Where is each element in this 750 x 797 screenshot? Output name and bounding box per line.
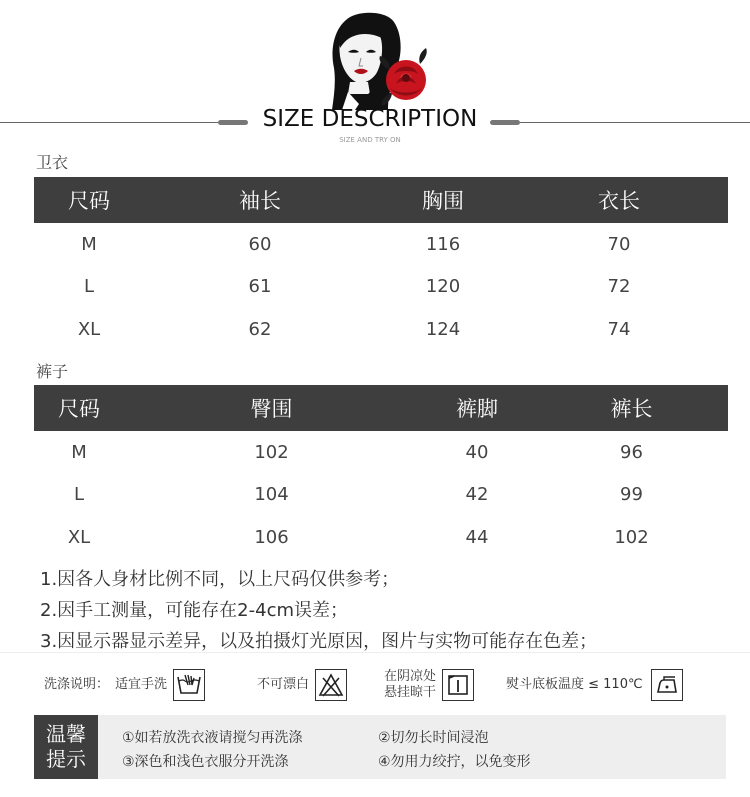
no-bleach-icon [315, 669, 347, 701]
hang-dry-label-line2: 悬挂晾干 [384, 685, 437, 700]
table-cell: XL [77, 318, 101, 340]
column-header: 裤脚 [419, 385, 535, 431]
tips-panel [34, 715, 726, 779]
table-cell: L [73, 484, 85, 506]
header [0, 0, 750, 150]
table-cell: 61 [248, 276, 272, 298]
table-cell: L [83, 276, 95, 298]
table-cell: 42 [465, 484, 489, 506]
hang-dry-group [384, 668, 474, 702]
header-dash-right [490, 120, 520, 125]
top-size-table [34, 177, 728, 351]
table-row [34, 516, 728, 559]
table-cell: 102 [614, 526, 649, 548]
header-rule-left [0, 122, 218, 123]
tips-label-line2: 提示 [46, 747, 86, 771]
table-cell: M [71, 441, 87, 463]
hang-dry-icon [442, 669, 474, 701]
section-label-top: 卫衣 [36, 153, 69, 172]
note-item: 1.因各人身材比例不同，以上尺码仅供参考； [40, 569, 400, 590]
table-cell: 99 [620, 484, 643, 506]
no-bleach-label: 不可漂白 [257, 677, 310, 692]
table-cell: 104 [254, 484, 289, 506]
table-header-row [34, 385, 728, 431]
table-cell: 102 [254, 441, 289, 463]
hand-wash-label: 适宜手洗 [115, 677, 168, 692]
divider [0, 652, 750, 653]
table-header-row [34, 177, 728, 223]
tip-item: ③深色和浅色衣服分开洗涤 [122, 754, 289, 770]
column-header: 袖长 [144, 177, 376, 223]
header-rule-right [520, 122, 750, 123]
table-cell: 120 [425, 276, 461, 298]
tip-item: ①如若放洗衣液请搅匀再洗涤 [122, 730, 303, 746]
table-cell: XL [67, 526, 91, 548]
tip-item: ④勿用力绞拧，以免变形 [378, 754, 531, 770]
page-subtitle: SIZE AND TRY ON [339, 136, 401, 144]
tips-label-line1: 温馨 [46, 722, 86, 746]
no-bleach-group [257, 668, 347, 702]
table-row [34, 431, 728, 474]
hang-dry-label-line1: 在阴凉处 [384, 669, 437, 684]
column-header: 臀围 [124, 385, 419, 431]
header-dash-left [218, 120, 248, 125]
iron-label: 熨斗底板温度 ≤ 110℃ [506, 677, 643, 692]
table-cell: 60 [248, 233, 272, 255]
column-header: 胸围 [376, 177, 510, 223]
iron-group [506, 668, 683, 702]
washing-instructions [44, 668, 744, 702]
table-cell: 106 [254, 526, 289, 548]
column-header: 尺码 [34, 385, 124, 431]
column-header: 衣长 [510, 177, 728, 223]
section-label-pants: 裤子 [36, 362, 69, 381]
note-item: 3.因显示器显示差异，以及拍摄灯光原因，图片与实物可能存在色差； [40, 631, 598, 652]
hang-dry-text [384, 669, 436, 701]
table-cell: M [81, 233, 97, 255]
note-item: 2.因手工测量，可能存在2-4cm误差； [40, 600, 349, 621]
table-cell: 116 [425, 233, 461, 255]
table-row [34, 266, 728, 309]
table-cell: 72 [607, 276, 631, 298]
tip-item: ②切勿长时间浸泡 [378, 730, 489, 746]
table-cell: 44 [465, 526, 489, 548]
table-row [34, 223, 728, 266]
page-title: SIZE DESCRIPTION [262, 106, 478, 132]
woman-illustration [328, 12, 430, 110]
table-cell: 96 [620, 441, 643, 463]
column-header: 裤长 [535, 385, 728, 431]
hand-wash-icon [173, 669, 205, 701]
table-row [34, 474, 728, 517]
washing-heading: 洗涤说明： [44, 677, 110, 692]
table-cell: 40 [465, 441, 489, 463]
table-cell: 70 [607, 233, 631, 255]
iron-icon [651, 669, 683, 701]
rose-icon [386, 60, 426, 100]
tips-label [34, 715, 98, 779]
table-cell: 62 [248, 318, 272, 340]
table-row [34, 308, 728, 351]
column-header: 尺码 [34, 177, 144, 223]
size-notes [40, 566, 740, 659]
table-cell: 74 [607, 318, 631, 340]
table-cell: 124 [425, 318, 461, 340]
pants-size-table [34, 385, 728, 559]
washing-heading-group [44, 668, 205, 702]
